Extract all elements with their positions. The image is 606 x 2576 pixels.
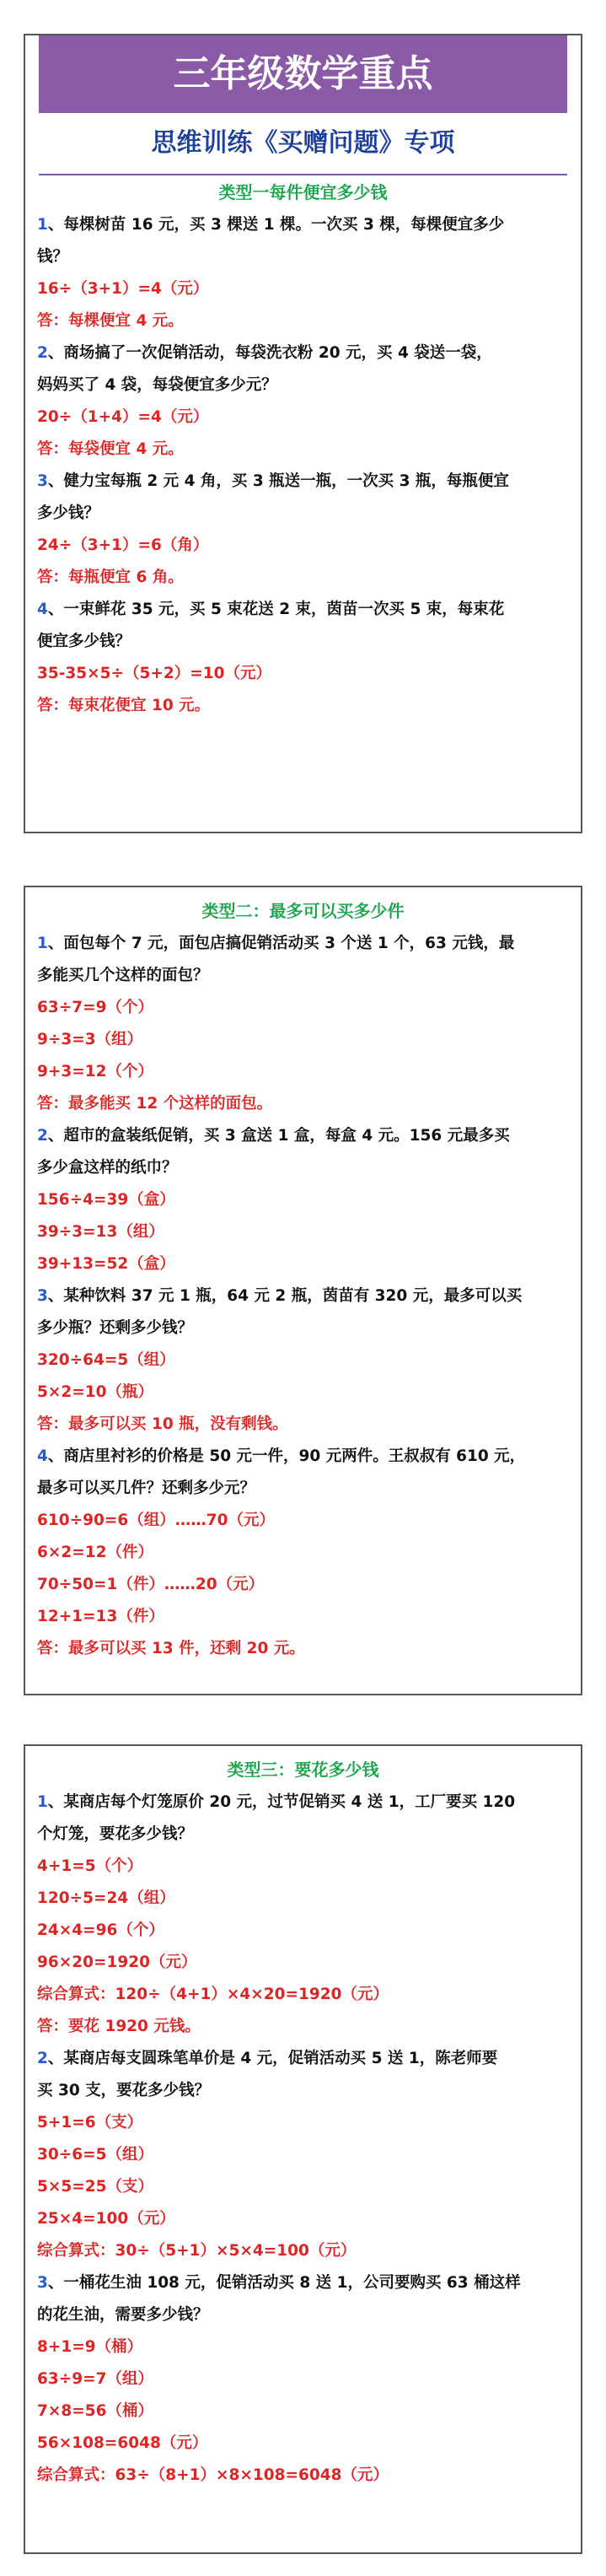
question-line (37, 1120, 569, 1152)
question-line (37, 594, 569, 626)
calculation-step: 7×8=56（桶） (37, 2402, 153, 2420)
answer-line: 答：要花 1920 元钱。 (37, 2018, 201, 2035)
card-type-1 (24, 34, 582, 833)
calculation-step: 156÷4=39（盒） (37, 1191, 175, 1209)
section-title: 类型三：要花多少钱 (227, 1760, 379, 1780)
calculation-step: 35-35×5÷（5+2）=10（元） (37, 665, 272, 682)
calculation-step: 320÷64=5（组） (37, 1351, 175, 1369)
calculation-step: 9+3=12（个） (37, 1063, 153, 1081)
calculation-step: 610÷90=6（组）……70（元） (37, 1512, 275, 1529)
question-number: 4 (37, 601, 48, 618)
question-text-continued: 多少钱？ (37, 504, 100, 522)
section-2 (25, 887, 581, 1665)
calculation-step: 24×4=96（个） (37, 1921, 164, 1939)
calculation-step: 56×108=6048（元） (37, 2434, 208, 2452)
answer-line: 答：每棵便宜 4 元。 (37, 312, 184, 330)
question-text: 、一桶花生油 108 元，促销活动买 8 送 1，公司要购买 63 桶这样 (47, 2274, 521, 2292)
calculation-step: 25×4=100（元） (37, 2210, 175, 2228)
question-text-continued: 多能买几个这样的面包？ (37, 967, 209, 984)
section-3 (25, 1746, 581, 2492)
question-text-continued: 钱？ (37, 248, 69, 266)
question-text: 、某商店每个灯笼原价 20 元，过节促销买 4 送 1，工厂要买 120 (47, 1793, 516, 1811)
question-line (37, 928, 569, 960)
question-line (37, 1441, 569, 1473)
calculation-step: 综合算式：63÷（8+1）×8×108=6048（元） (37, 2466, 389, 2484)
calculation-step: 16÷（3+1）=4（元） (37, 280, 209, 298)
calculation-step: 综合算式：120÷（4+1）×4×20=1920（元） (37, 1986, 389, 2003)
card-type-2 (24, 886, 582, 1695)
calculation-step: 30÷6=5（组） (37, 2146, 153, 2164)
section-1 (25, 175, 581, 722)
answer-line: 答：最多可以买 13 件，还剩 20 元。 (37, 1640, 305, 1657)
question-text-continued: 多少盒这样的纸巾？ (37, 1159, 178, 1177)
calculation-step: 综合算式：30÷（5+1）×5×4=100（元） (37, 2242, 357, 2260)
question-number: 3 (37, 1287, 48, 1305)
answer-line: 答：每袋便宜 4 元。 (37, 440, 184, 458)
question-text-continued: 最多可以买几件？还剩多少元？ (37, 1479, 256, 1497)
question-text-continued: 便宜多少钱？ (37, 633, 131, 650)
question-line (37, 2267, 569, 2299)
calculation-step: 20÷（1+4）=4（元） (37, 408, 209, 426)
question-number: 4 (37, 1447, 48, 1465)
question-line (37, 1280, 569, 1312)
calculation-step: 5×5=25（支） (37, 2178, 153, 2196)
question-text: 、某种饮料 37 元 1 瓶，64 元 2 瓶，茵苗有 320 元，最多可以买 (47, 1287, 523, 1305)
section-title: 类型一每件便宜多少钱 (218, 182, 388, 202)
question-text-continued: 多少瓶？还剩多少钱？ (37, 1319, 194, 1337)
calculation-step: 96×20=1920（元） (37, 1954, 197, 1971)
page-subtitle: 思维训练《买赠问题》专项 (39, 113, 567, 175)
question-text: 、每棵树苗 16 元，买 3 棵送 1 棵。一次买 3 棵，每棵便宜多少 (47, 216, 505, 234)
question-line (37, 1786, 569, 1819)
question-text-continued: 的花生油，需要多少钱？ (37, 2306, 209, 2324)
question-line (37, 2043, 569, 2075)
answer-line: 答：最多能买 12 个这样的面包。 (37, 1095, 273, 1113)
answer-line: 答：每瓶便宜 6 角。 (37, 569, 184, 586)
question-line (37, 337, 569, 369)
question-number: 1 (37, 935, 48, 952)
question-text-continued: 买 30 支，要花多少钱？ (37, 2082, 211, 2099)
question-text: 、一束鲜花 35 元，买 5 束花送 2 束，茵苗一次买 5 束，每束花 (47, 601, 505, 618)
question-text: 、面包每个 7 元，面包店搞促销活动买 3 个送 1 个，63 元钱，最 (47, 935, 515, 952)
calculation-step: 39+13=52（盒） (37, 1255, 175, 1273)
question-text: 、商场搞了一次促销活动，每袋洗衣粉 20 元，买 4 袋送一袋， (47, 344, 492, 362)
question-line (37, 209, 569, 241)
question-text-continued: 个灯笼，要花多少钱？ (37, 1825, 194, 1843)
calculation-step: 39÷3=13（组） (37, 1223, 164, 1241)
calculation-step: 63÷9=7（组） (37, 2370, 153, 2388)
answer-line: 答：每束花便宜 10 元。 (37, 697, 211, 714)
question-number: 1 (37, 1793, 48, 1811)
question-number: 2 (37, 1127, 48, 1145)
calculation-step: 5+1=6（支） (37, 2114, 143, 2131)
calculation-step: 63÷7=9（个） (37, 999, 153, 1016)
question-number: 3 (37, 2274, 48, 2292)
calculation-step: 120÷5=24（组） (37, 1889, 175, 1907)
question-number: 3 (37, 472, 48, 490)
question-text: 、商店里衬衫的价格是 50 元一件，90 元两件。王叔叔有 610 元， (47, 1447, 526, 1465)
calculation-step: 24÷（3+1）=6（角） (37, 536, 209, 554)
question-text: 、健力宝每瓶 2 元 4 角，买 3 瓶送一瓶，一次买 3 瓶，每瓶便宜 (47, 472, 509, 490)
question-number: 2 (37, 2050, 48, 2067)
question-number: 1 (37, 216, 48, 234)
calculation-step: 9÷3=3（组） (37, 1031, 143, 1048)
calculation-step: 4+1=5（个） (37, 1857, 143, 1875)
section-title: 类型二：最多可以买多少件 (201, 901, 405, 921)
calculation-step: 12+1=13（件） (37, 1608, 164, 1625)
question-line (37, 466, 569, 498)
question-text: 、超市的盒装纸促销，买 3 盒送 1 盒，每盒 4 元。156 元最多买 (47, 1127, 510, 1145)
card-type-3 (24, 1744, 582, 2554)
calculation-step: 6×2=12（件） (37, 1544, 153, 1561)
calculation-step: 8+1=9（桶） (37, 2338, 143, 2356)
calculation-step: 70÷50=1（件）……20（元） (37, 1576, 265, 1593)
question-text: 、某商店每支圆珠笔单价是 4 元，促销活动买 5 送 1，陈老师要 (47, 2050, 498, 2067)
page-title: 三年级数学重点 (39, 35, 567, 113)
question-number: 2 (37, 344, 48, 362)
question-text-continued: 妈妈买了 4 袋，每袋便宜多少元？ (37, 376, 277, 394)
answer-line: 答：最多可以买 10 瓶，没有剩钱。 (37, 1415, 288, 1433)
calculation-step: 5×2=10（瓶） (37, 1383, 153, 1401)
